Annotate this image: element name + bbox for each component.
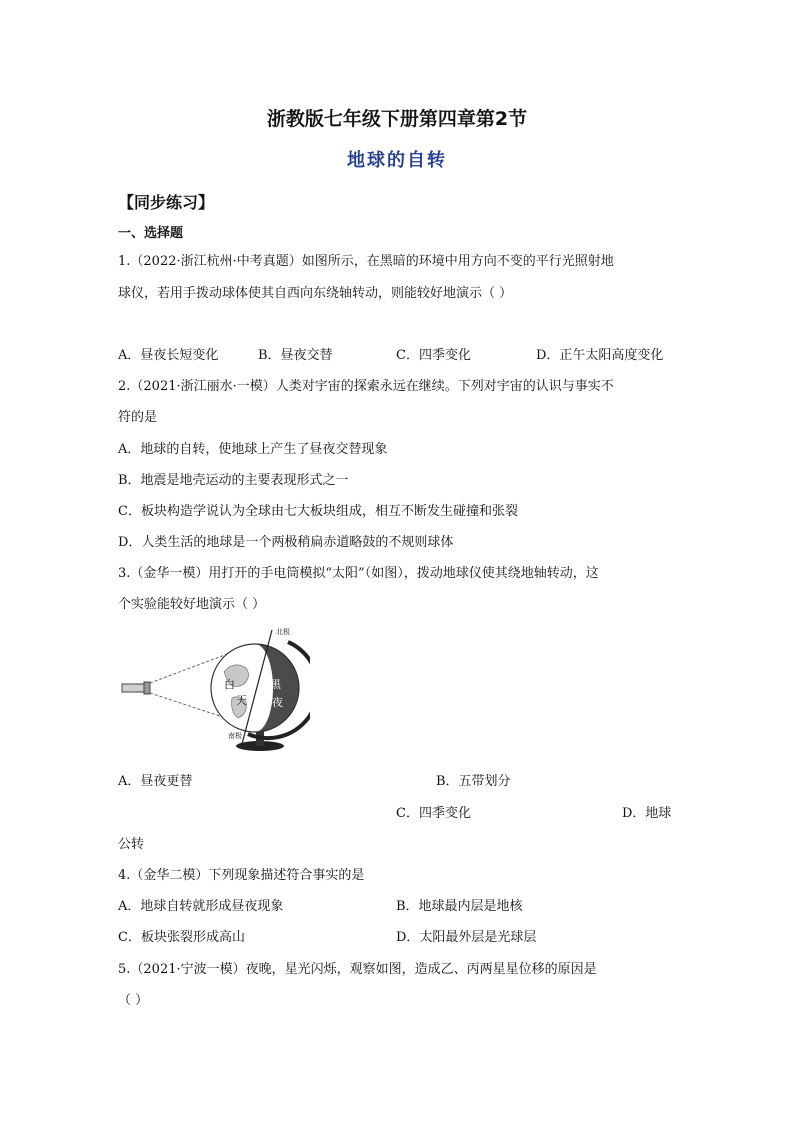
north-pole-label: 北极 (276, 628, 290, 636)
q3-option-d: D．地球 (622, 806, 672, 821)
q4-option-a: A．地球自转就形成昼夜现象 (118, 899, 284, 914)
q2-stem-line2: 符的是 (118, 410, 158, 425)
q3-stem-line2: 个实验能较好地演示（ ） (118, 597, 266, 612)
q3-option-a: A．昼夜更替 (118, 774, 193, 789)
q1-option-c: C．四季变化 (396, 348, 471, 363)
q1-option-a: A．昼夜长短变化 (118, 348, 219, 363)
q3-stem-line1: 3.（金华一模）用打开的手电筒模拟“太阳”（如图），拨动地球仪使其绕地轴转动，这 (118, 566, 599, 581)
flashlight-head (144, 682, 150, 694)
q5-stem-line1: 5.（2021·宁波一模）夜晚，星光闪烁，观察如图，造成乙、丙两星星位移的原因是 (118, 962, 597, 977)
q4-option-c: C．板块张裂形成高山 (118, 930, 245, 945)
q1-option-b: B．昼夜交替 (258, 348, 333, 363)
page-title: 浙教版七年级下册第四章第2节 (266, 108, 528, 130)
night-label: 黑 (270, 678, 281, 691)
q2-option-b: B．地震是地壳运动的主要表现形式之一 (118, 473, 349, 488)
globe-flashlight-figure (120, 622, 310, 752)
day-label: 白 (224, 678, 235, 691)
part-heading: 一、选择题 (118, 226, 184, 241)
flashlight-body (122, 684, 144, 692)
section-heading: 【同步练习】 (118, 193, 215, 212)
q1-stem-line2: 球仪，若用手拨动球体使其自西向东绕轴转动，则能较好地演示（ ） (118, 286, 513, 301)
q1-stem-line1: 1.（2022·浙江杭州·中考真题）如图所示，在黑暗的环境中用方向不变的平行光照射地 (118, 254, 614, 269)
q2-option-a: A．地球的自转，使地球上产生了昼夜交替现象 (118, 442, 388, 457)
q3-option-c: C．四季变化 (396, 806, 471, 821)
q3-option-b: B．五带划分 (436, 774, 511, 789)
day-label: 天 (236, 694, 247, 707)
night-label: 夜 (272, 696, 283, 709)
q3-option-d-continued: 公转 (118, 837, 145, 852)
page-subtitle: 地球的自转 (347, 150, 447, 171)
q1-option-d: D．正午太阳高度变化 (536, 348, 664, 363)
q4-stem: 4.（金华二模）下列现象描述符合事实的是 (118, 868, 365, 883)
q4-option-d: D．太阳最外层是光球层 (396, 930, 537, 945)
q2-stem-line1: 2.（2021·浙江丽水·一模）人类对宇宙的探索永远在继续。下列对宇宙的认识与事实不 (118, 379, 614, 394)
q2-option-c: C．板块构造学说认为全球由七大板块组成，相互不断发生碰撞和张裂 (118, 504, 518, 519)
south-pole-label: 南极 (228, 732, 242, 740)
q4-option-b: B．地球最内层是地核 (396, 899, 523, 914)
q2-option-d: D．人类生活的地球是一个两极稍扁赤道略鼓的不规则球体 (118, 535, 454, 550)
q5-stem-line2: （ ） (118, 993, 149, 1008)
